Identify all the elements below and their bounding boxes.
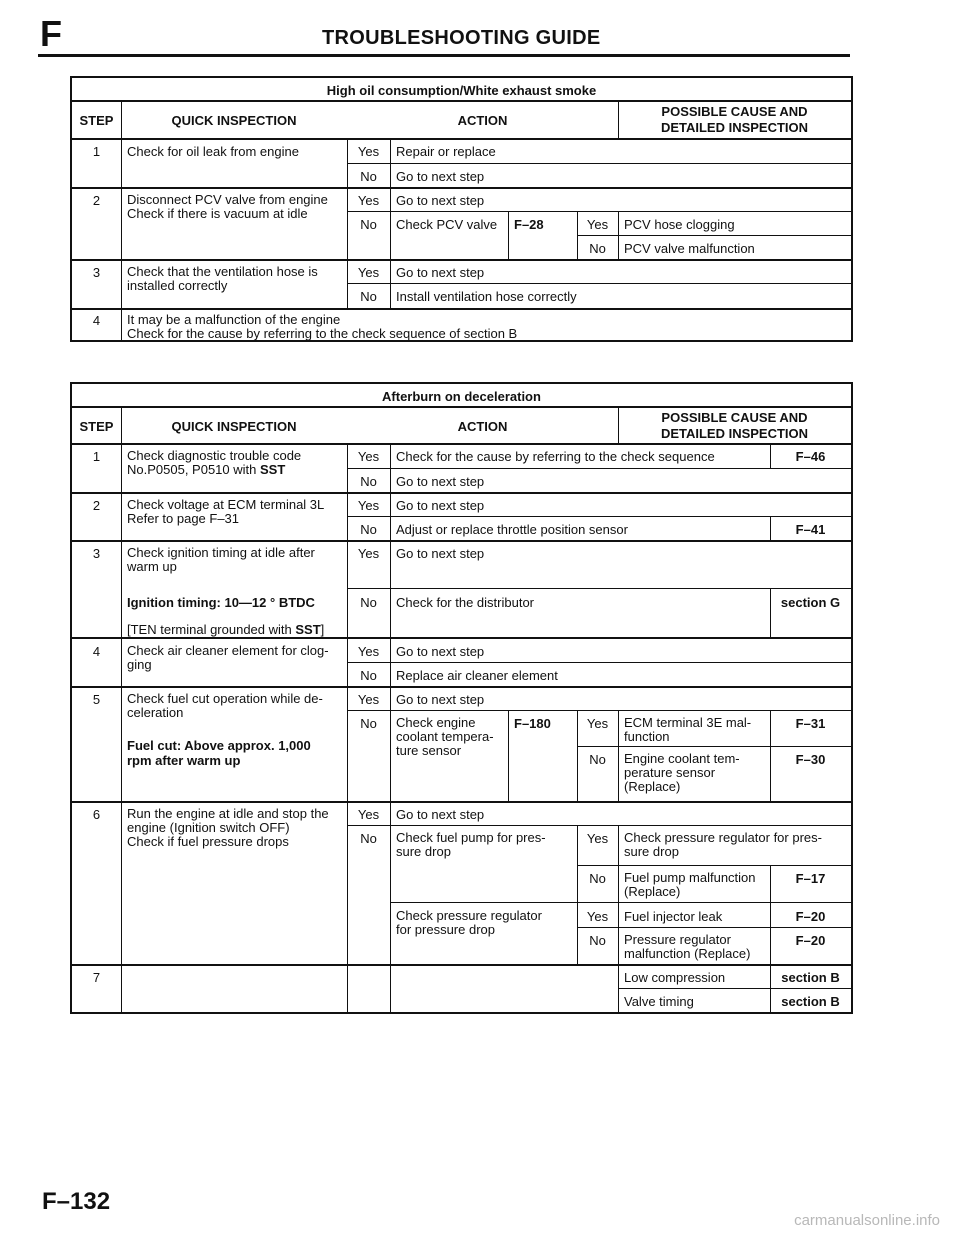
yes-label: Yes bbox=[357, 692, 380, 707]
col-step: STEP bbox=[79, 113, 114, 128]
page-title: TROUBLESHOOTING GUIDE bbox=[322, 27, 601, 49]
no-label: No bbox=[589, 933, 606, 948]
step-number: 3 bbox=[92, 546, 101, 561]
possible-cause-text: Engine coolant tem- perature sensor (Replace) bbox=[624, 751, 740, 794]
quick-inspection-note: [TEN terminal grounded with SST] bbox=[127, 622, 325, 637]
action-text: Check PCV valve bbox=[396, 217, 498, 232]
possible-cause-text: Fuel injector leak bbox=[624, 909, 723, 924]
table-title: Afterburn on deceleration bbox=[382, 389, 541, 404]
yes-label: Yes bbox=[357, 546, 380, 561]
quick-inspection-text: Check air cleaner element for clog- ging bbox=[127, 643, 329, 672]
yes-label: Yes bbox=[586, 831, 609, 846]
yes-label: Yes bbox=[586, 909, 609, 924]
yes-label: Yes bbox=[357, 498, 380, 513]
yes-label: Yes bbox=[357, 265, 380, 280]
page-reference: F–20 bbox=[795, 933, 826, 948]
fuel-cut-spec: Fuel cut: Above approx. 1,000 rpm after warm up bbox=[127, 738, 311, 768]
quick-inspection-text: It may be a malfunction of the engine Check for the cause by referring to the check sequence of section B bbox=[127, 312, 518, 341]
col-quick-inspection: QUICK INSPECTION bbox=[171, 419, 297, 434]
possible-cause-text: Low compression bbox=[624, 970, 726, 985]
action-text: Install ventilation hose correctly bbox=[396, 289, 577, 304]
quick-inspection-text: Check ignition timing at idle after warm up bbox=[127, 545, 315, 574]
col-action: ACTION bbox=[457, 419, 508, 434]
step-number: 5 bbox=[92, 692, 101, 707]
quick-inspection-text: Run the engine at idle and stop the engine (Ignition switch OFF) Check if fuel pressure drops bbox=[127, 806, 329, 849]
step-number: 4 bbox=[92, 644, 101, 659]
page-reference: F–31 bbox=[795, 716, 826, 731]
section-letter: F bbox=[40, 13, 62, 54]
action-text: Check fuel pump for pres- sure drop bbox=[396, 830, 546, 859]
yes-label: Yes bbox=[357, 193, 380, 208]
step-number: 1 bbox=[92, 449, 101, 464]
page-reference: F–30 bbox=[795, 752, 826, 767]
quick-inspection-text: Check that the ventilation hose is installed correctly bbox=[127, 264, 318, 293]
col-possible-cause: POSSIBLE CAUSE AND DETAILED INSPECTION bbox=[660, 104, 809, 135]
yes-label: Yes bbox=[357, 807, 380, 822]
action-text: Check pressure regulator for pressure drop bbox=[396, 908, 542, 937]
possible-cause-text: PCV valve malfunction bbox=[624, 241, 755, 256]
action-text: Repair or replace bbox=[396, 144, 496, 159]
no-label: No bbox=[360, 289, 377, 304]
action-text: Go to next step bbox=[396, 807, 485, 822]
step-number: 4 bbox=[92, 313, 101, 328]
no-label: No bbox=[589, 752, 606, 767]
col-quick-inspection: QUICK INSPECTION bbox=[171, 113, 297, 128]
no-label: No bbox=[360, 217, 377, 232]
step-number: 7 bbox=[92, 970, 101, 985]
step-number: 2 bbox=[92, 498, 101, 513]
step-number: 3 bbox=[92, 265, 101, 280]
page-reference: F–20 bbox=[795, 909, 826, 924]
possible-cause-text: Check pressure regulator for pres- sure drop bbox=[624, 830, 822, 859]
action-text: Go to next step bbox=[396, 474, 485, 489]
page-reference: F–28 bbox=[514, 217, 544, 232]
ignition-timing-spec: Ignition timing: 10—12 ° BTDC bbox=[127, 595, 315, 610]
page-number: F–132 bbox=[42, 1188, 111, 1215]
page-reference: section B bbox=[781, 994, 840, 1009]
step-number: 2 bbox=[92, 193, 101, 208]
no-label: No bbox=[360, 522, 377, 537]
possible-cause-text: PCV hose clogging bbox=[624, 217, 735, 232]
yes-label: Yes bbox=[586, 716, 609, 731]
page-reference: F–17 bbox=[795, 871, 826, 886]
page-reference: F–46 bbox=[795, 449, 826, 464]
action-text: Go to next step bbox=[396, 498, 485, 513]
step-number: 6 bbox=[92, 807, 101, 822]
action-text: Go to next step bbox=[396, 644, 485, 659]
watermark: carmanualsonline.info bbox=[794, 1212, 940, 1229]
action-text: Check for the distributor bbox=[396, 595, 535, 610]
header-rule bbox=[38, 54, 850, 57]
no-label: No bbox=[360, 831, 377, 846]
no-label: No bbox=[360, 668, 377, 683]
step-number: 1 bbox=[92, 144, 101, 159]
yes-label: Yes bbox=[357, 644, 380, 659]
quick-inspection-text: Check voltage at ECM terminal 3L Refer to page F–31 bbox=[127, 497, 325, 526]
no-label: No bbox=[589, 241, 606, 256]
yes-label: Yes bbox=[357, 449, 380, 464]
yes-label: Yes bbox=[357, 144, 380, 159]
no-label: No bbox=[360, 169, 377, 184]
no-label: No bbox=[589, 871, 606, 886]
action-text: Adjust or replace throttle position sensor bbox=[396, 522, 628, 537]
table-title: High oil consumption/White exhaust smoke bbox=[326, 83, 597, 98]
yes-label: Yes bbox=[586, 217, 609, 232]
col-action: ACTION bbox=[457, 113, 508, 128]
page-reference: section B bbox=[781, 970, 840, 985]
action-text: Check for the cause by referring to the check sequence bbox=[396, 449, 715, 464]
possible-cause-text: Fuel pump malfunction (Replace) bbox=[624, 870, 756, 899]
action-text: Replace air cleaner element bbox=[396, 668, 558, 683]
table-high-oil-consumption bbox=[70, 76, 853, 342]
quick-inspection-text: Check fuel cut operation while de- celeration bbox=[127, 691, 323, 720]
action-text: Go to next step bbox=[396, 193, 485, 208]
action-text: Go to next step bbox=[396, 265, 485, 280]
page-reference: F–41 bbox=[795, 522, 826, 537]
no-label: No bbox=[360, 474, 377, 489]
page-reference: F–180 bbox=[514, 716, 551, 731]
page-reference: section G bbox=[780, 595, 841, 610]
table-afterburn-on-deceleration bbox=[70, 382, 853, 1014]
col-step: STEP bbox=[79, 419, 114, 434]
possible-cause-text: Valve timing bbox=[624, 994, 694, 1009]
action-text: Go to next step bbox=[396, 692, 485, 707]
action-text: Go to next step bbox=[396, 546, 485, 561]
col-possible-cause: POSSIBLE CAUSE AND DETAILED INSPECTION bbox=[660, 410, 809, 441]
possible-cause-text: ECM terminal 3E mal- function bbox=[624, 715, 752, 744]
possible-cause-text: Pressure regulator malfunction (Replace) bbox=[624, 932, 751, 961]
action-text: Go to next step bbox=[396, 169, 485, 184]
no-label: No bbox=[360, 595, 377, 610]
quick-inspection-text: Disconnect PCV valve from engine Check if there is vacuum at idle bbox=[127, 192, 328, 221]
quick-inspection-text: Check diagnostic trouble code No.P0505, P0510 with SST bbox=[127, 448, 302, 477]
quick-inspection-text: Check for oil leak from engine bbox=[127, 144, 299, 159]
action-text: Check engine coolant tempera- ture sensor bbox=[396, 715, 494, 758]
no-label: No bbox=[360, 716, 377, 731]
